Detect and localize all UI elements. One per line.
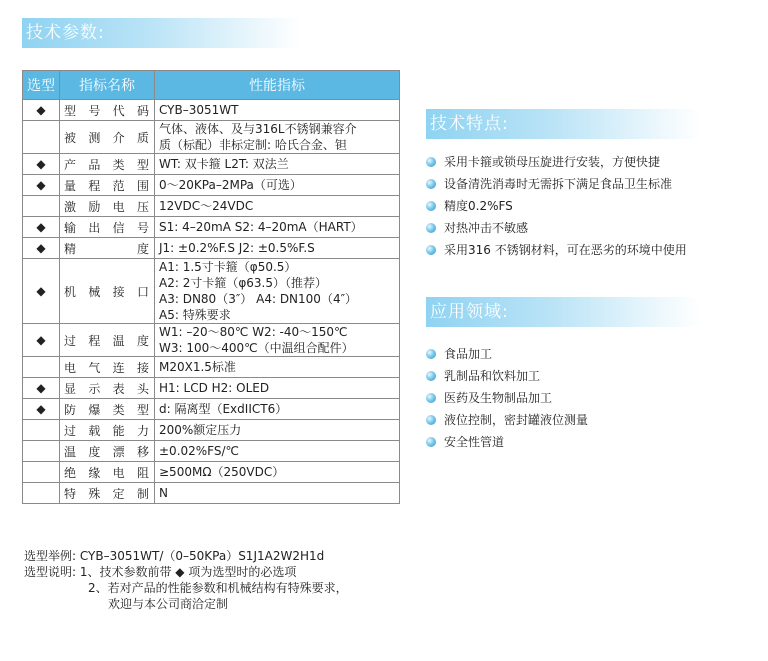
table-row	[23, 154, 400, 175]
required-mark: ◆	[23, 175, 60, 196]
value-line: W1: –20～80℃ W2: -40～150℃	[159, 325, 348, 339]
bullet-dot-icon	[426, 179, 436, 189]
required-mark: ◆	[23, 259, 60, 324]
list-item-text: 医药及生物制品加工	[444, 391, 553, 405]
indicator-value	[155, 378, 400, 399]
table-row	[23, 196, 400, 217]
required-mark: ◆	[23, 154, 60, 175]
bullet-dot-icon	[426, 157, 436, 167]
required-mark	[23, 483, 60, 504]
indicator-name: 输出信号	[60, 217, 155, 238]
spec-table	[22, 70, 400, 504]
selection-example: 选型举例: CYB–3051WT/（0–50KPa）S1J1A2W2H1d	[24, 549, 325, 563]
feature-item	[426, 217, 687, 239]
indicator-value	[155, 154, 400, 175]
indicator-value	[155, 483, 400, 504]
table-row	[23, 217, 400, 238]
required-mark	[23, 420, 60, 441]
features-list	[426, 151, 687, 261]
list-item-text: 乳制品和饮料加工	[444, 369, 541, 383]
application-item	[426, 409, 588, 431]
table-row	[23, 259, 400, 324]
table-row	[23, 100, 400, 121]
selection-explain-2: 2、若对产品的性能参数和机械结构有特殊要求，	[88, 581, 348, 595]
value-line: A3: DN80（3″） A4: DN100（4″）	[159, 292, 358, 306]
indicator-name: 绝缘电阻	[60, 462, 155, 483]
indicator-value	[155, 420, 400, 441]
feature-item	[426, 239, 687, 261]
indicator-value	[155, 324, 400, 357]
value-line: N	[159, 486, 168, 500]
required-mark: ◆	[23, 399, 60, 420]
required-mark	[23, 196, 60, 217]
indicator-value	[155, 441, 400, 462]
bullet-dot-icon	[426, 201, 436, 211]
selection-notes	[24, 548, 348, 612]
indicator-name: 特殊定制	[60, 483, 155, 504]
list-item-text: 精度0.2%FS	[444, 199, 513, 213]
table-row	[23, 399, 400, 420]
table-row	[23, 357, 400, 378]
required-mark: ◆	[23, 100, 60, 121]
header-indicator-name: 指标名称	[60, 71, 155, 100]
feature-item	[426, 195, 687, 217]
value-line: d: 隔离型（ExdIICT6）	[159, 402, 288, 416]
required-mark	[23, 357, 60, 378]
required-mark: ◆	[23, 217, 60, 238]
table-row	[23, 483, 400, 504]
value-line: WT: 双卡箍 L2T: 双法兰	[159, 157, 289, 171]
table-row	[23, 462, 400, 483]
list-item-text: 液位控制，密封罐液位测量	[444, 413, 589, 427]
value-line: A5: 特殊要求	[159, 308, 231, 322]
indicator-value	[155, 399, 400, 420]
spec-table-body	[23, 100, 400, 504]
table-row	[23, 121, 400, 154]
required-mark: ◆	[23, 324, 60, 357]
table-row	[23, 378, 400, 399]
value-line: A1: 1.5寸卡箍（φ50.5）	[159, 260, 297, 274]
table-row	[23, 324, 400, 357]
required-mark: ◆	[23, 238, 60, 259]
section-title-features: 技术特点:	[426, 109, 700, 139]
indicator-name: 机械接口	[60, 259, 155, 324]
indicator-name: 过载能力	[60, 420, 155, 441]
value-line: 12VDC～24VDC	[159, 199, 254, 213]
list-item-text: 食品加工	[444, 347, 493, 361]
value-line: 200%额定压力	[159, 423, 242, 437]
required-mark	[23, 121, 60, 154]
indicator-name: 产品类型	[60, 154, 155, 175]
bullet-dot-icon	[426, 371, 436, 381]
value-line: 0～20KPa–2MPa（可选）	[159, 178, 302, 192]
header-performance: 性能指标	[155, 71, 400, 100]
value-line: J1: ±0.2%F.S J2: ±0.5%F.S	[159, 241, 315, 255]
value-line: 气体、液体、及与316L不锈钢兼容介	[159, 122, 357, 136]
feature-item	[426, 173, 687, 195]
required-mark	[23, 462, 60, 483]
value-line: M20X1.5标准	[159, 360, 236, 374]
indicator-name: 温度漂移	[60, 441, 155, 462]
application-item	[426, 387, 588, 409]
bullet-dot-icon	[426, 349, 436, 359]
indicator-value	[155, 217, 400, 238]
section-title-technical-params: 技术参数:	[22, 18, 301, 48]
value-line: W3: 100～400℃（中温组合配件）	[159, 341, 354, 355]
spec-table-header	[23, 71, 400, 100]
table-row	[23, 238, 400, 259]
application-item	[426, 343, 588, 365]
table-row	[23, 175, 400, 196]
indicator-name: 电气连接	[60, 357, 155, 378]
selection-explain-1: 选型说明: 1、技术参数前带 ◆ 项为选型时的必选项	[24, 565, 297, 579]
list-item-text: 安全性管道	[444, 435, 505, 449]
indicator-name: 激励电压	[60, 196, 155, 217]
bullet-dot-icon	[426, 437, 436, 447]
value-line: A2: 2寸卡箍（φ63.5）（推荐）	[159, 276, 327, 290]
applications-list	[426, 343, 588, 453]
value-line: H1: LCD H2: OLED	[159, 381, 270, 395]
indicator-value	[155, 462, 400, 483]
indicator-name: 被测介质	[60, 121, 155, 154]
indicator-value	[155, 259, 400, 324]
header-selection: 选型	[23, 71, 60, 100]
bullet-dot-icon	[426, 415, 436, 425]
bullet-dot-icon	[426, 223, 436, 233]
value-line: 质（标配）非标定制: 哈氏合金、钽	[159, 138, 347, 152]
feature-item	[426, 151, 687, 173]
indicator-value	[155, 238, 400, 259]
indicator-name: 精度	[60, 238, 155, 259]
indicator-value	[155, 121, 400, 154]
indicator-value	[155, 357, 400, 378]
indicator-name: 过程温度	[60, 324, 155, 357]
indicator-value	[155, 196, 400, 217]
list-item-text: 采用卡箍或锁母压旋进行安装，方便快捷	[444, 155, 661, 169]
application-item	[426, 431, 588, 453]
required-mark: ◆	[23, 378, 60, 399]
indicator-name: 防爆类型	[60, 399, 155, 420]
indicator-name: 量程范围	[60, 175, 155, 196]
list-item-text: 对热冲击不敏感	[444, 221, 529, 235]
indicator-value	[155, 100, 400, 121]
value-line: CYB–3051WT	[159, 103, 239, 117]
bullet-dot-icon	[426, 245, 436, 255]
section-title-applications: 应用领域:	[426, 297, 700, 327]
indicator-name: 显示表头	[60, 378, 155, 399]
selection-explain-3: 欢迎与本公司商洽定制	[108, 597, 229, 611]
required-mark	[23, 441, 60, 462]
indicator-name: 型号代码	[60, 100, 155, 121]
value-line: ≥500MΩ（250VDC）	[159, 465, 285, 479]
value-line: S1: 4–20mA S2: 4–20mA（HART）	[159, 220, 363, 234]
value-line: ±0.02%FS/℃	[159, 444, 240, 458]
list-item-text: 设备清洗消毒时无需拆下满足食品卫生标准	[444, 177, 673, 191]
application-item	[426, 365, 588, 387]
table-row	[23, 420, 400, 441]
indicator-value	[155, 175, 400, 196]
list-item-text: 采用316 不锈钢材料，可在恶劣的环境中使用	[444, 243, 687, 257]
bullet-dot-icon	[426, 393, 436, 403]
table-row	[23, 441, 400, 462]
